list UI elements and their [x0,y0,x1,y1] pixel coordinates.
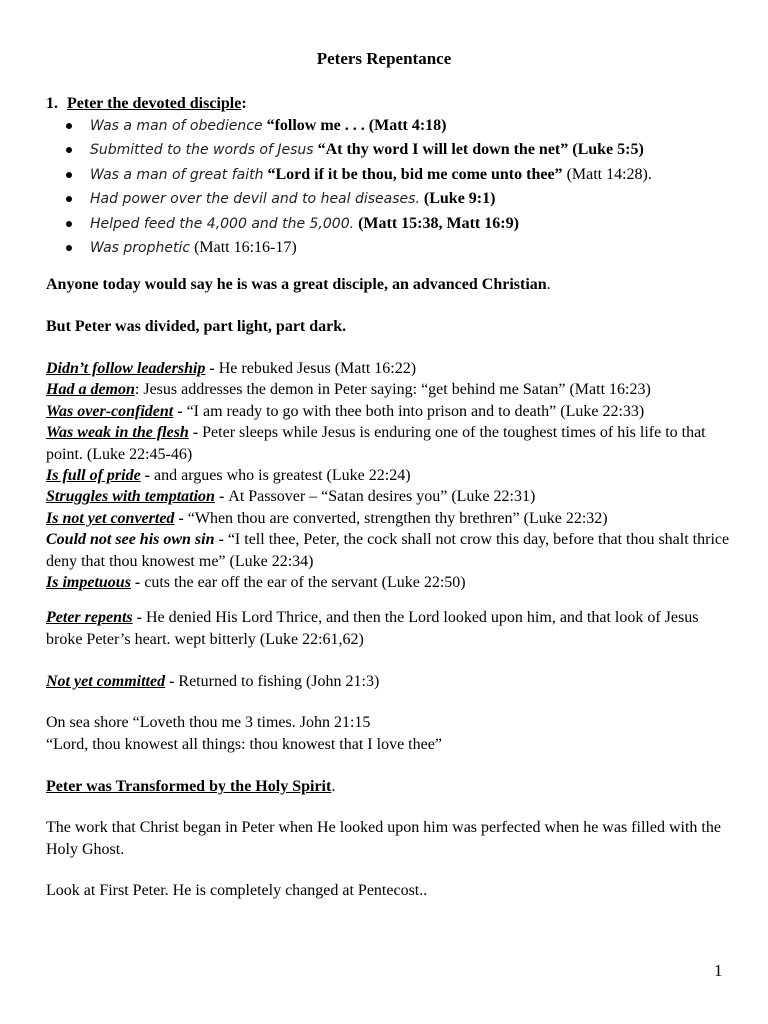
devoted-disciple-list [66,114,652,260]
sea-shore-quote [46,712,736,755]
section-heading-colon: : [241,95,247,112]
advanced-christian-statement: Anyone today would say he is was a great disciple, an advanced Christian. [46,276,551,293]
page-number: 1 [714,961,723,980]
traits-list [46,358,736,593]
divided-statement: But Peter was divided, part light, part dark. [46,318,347,335]
first-peter-line: Look at First Peter. He is completely changed at Pentecost.. [46,882,428,899]
trait-line: Is not yet converted - “When thou are converted, strengthen thy brethren” (Luke 22:32) [46,509,608,527]
sea-shore-line-1: On sea shore “Loveth thou me 3 times. John 21:15 [46,714,371,731]
not-committed-line: Not yet committed - Returned to fishing (John 21:3) [46,673,380,690]
bullet-icon [66,221,72,227]
trait-line: Struggles with temptation - At Passover – “Satan desires you” (Luke 22:31) [46,488,536,506]
list-item: Was a man of great faith “Lord if it be thou, bid me come unto thee” (Matt 14:28). [66,163,652,187]
trait-line: Could not see his own sin - “I tell thee, Peter, the cock shall not crow this day, before that thou shalt thrice deny that thou knowest me” (Luke 22:34) [46,531,730,570]
list-item: Submitted to the words of Jesus “At thy word I will let down the net” (Luke 5:5) [66,138,652,162]
list-item: Had power over the devil and to heal diseases. (Luke 9:1) [66,187,652,211]
section-number: 1. [46,95,58,112]
work-paragraph: The work that Christ began in Peter when He looked upon him was perfected when he was filled with the Holy Ghost. [46,819,721,858]
list-item: Was a man of obedience “follow me . . . (Matt 4:18) [66,114,652,138]
section-heading-text: Peter the devoted disciple [67,95,242,112]
transformed-heading: Peter was Transformed by the Holy Spirit. [46,778,336,795]
bullet-icon [66,123,72,129]
page-title: Peters Repentance [316,49,452,68]
list-item: Helped feed the 4,000 and the 5,000. (Matt 15:38, Matt 16:9) [66,212,652,236]
trait-line: Was over-confident - “I am ready to go with thee both into prison and to death” (Luke 22:33) [46,402,645,420]
trait-line: Is full of pride - and argues who is greatest (Luke 22:24) [46,467,411,485]
trait-line: Had a demon: Jesus addresses the demon in Peter saying: “get behind me Satan” (Matt 16:23) [46,381,651,399]
peter-repents-paragraph: Peter repents - He denied His Lord Thrice, and then the Lord looked upon him, and that look of Jesus broke Peter’s heart. wept bitterly (Luke 22:61,62) [46,609,699,648]
bullet-icon [66,196,72,202]
list-item: Was prophetic (Matt 16:16-17) [66,236,652,260]
bullet-icon [66,245,72,251]
bullet-icon [66,147,72,153]
bullet-icon [66,172,72,178]
section-1-heading [46,93,247,114]
trait-line: Didn’t follow leadership - He rebuked Jesus (Matt 16:22) [46,360,417,377]
trait-line: Was weak in the flesh - Peter sleeps while Jesus is enduring one of the toughest times of his life to that point. (Luke 22:45-46) [46,424,706,463]
trait-line: Is impetuous - cuts the ear off the ear of the servant (Luke 22:50) [46,574,466,592]
sea-shore-line-2: “Lord, thou knowest all things: thou knowest that I love thee” [46,735,442,753]
